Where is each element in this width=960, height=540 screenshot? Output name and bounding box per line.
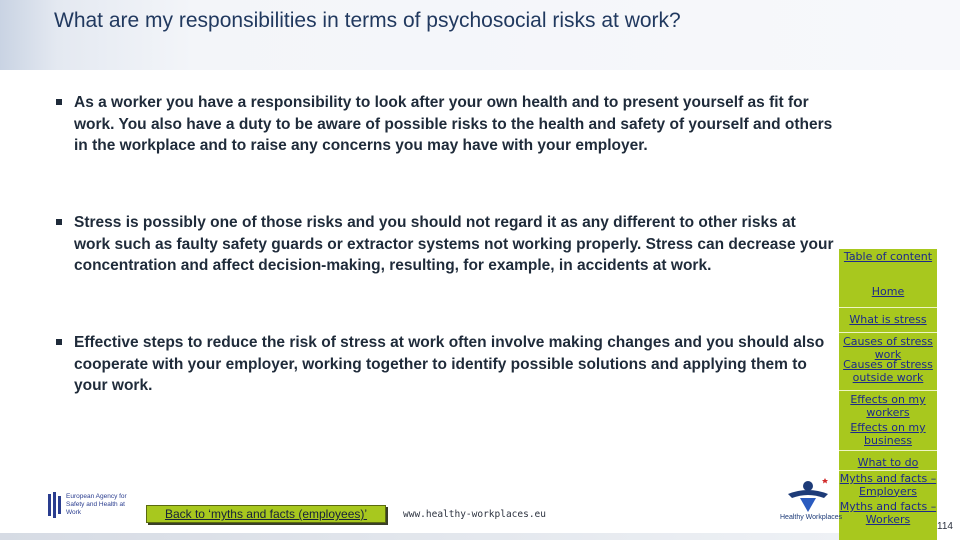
nav-divider xyxy=(839,332,937,333)
nav-home[interactable]: Home xyxy=(871,285,905,298)
nav-what-is-stress[interactable]: What is stress xyxy=(849,313,927,326)
nav-table-of-content[interactable]: Table of content xyxy=(843,250,933,263)
bullet-marker-icon xyxy=(56,99,62,105)
eu-osha-logo-icon xyxy=(48,492,64,518)
nav-divider xyxy=(839,390,937,391)
nav-divider xyxy=(839,307,937,308)
healthy-workplaces-logo xyxy=(778,472,843,526)
nav-effects-on-my-workers[interactable]: Effects on my workers xyxy=(850,393,926,419)
nav-what-to-do[interactable]: What to do xyxy=(857,456,919,469)
nav-causes-of-stress-outside-work[interactable]: Causes of stress outside work xyxy=(843,358,933,384)
slide-title: What are my responsibilities in terms of psychosocial risks at work? xyxy=(54,9,681,32)
bullet-effective-steps xyxy=(56,332,836,397)
healthy-workplaces-logo-text: Healthy Workplaces xyxy=(780,514,843,521)
footer-bar xyxy=(0,533,839,540)
bullet-text: Stress is possibly one of those risks and you should not regard it as any different to other risks at work such as faulty safety guards or extractor systems not working properly. Stress can decrease your concentration and affect decision-making, resulting, for example, in accidents at work. xyxy=(74,214,834,274)
nav-myths-and-facts-workers[interactable]: Myths and facts – Workers xyxy=(839,500,937,526)
bullet-responsibility xyxy=(56,92,836,157)
back-to-myths-and-facts-button[interactable]: Back to ‘myths and facts (employees)’ xyxy=(146,505,386,523)
navigation-sidebar xyxy=(839,249,937,540)
nav-divider xyxy=(839,450,937,451)
healthy-workplaces-logo-icon xyxy=(778,472,838,516)
nav-divider xyxy=(839,470,937,471)
bullet-marker-icon xyxy=(56,339,62,345)
bullet-text: As a worker you have a responsibility to look after your own health and to present yourself as fit for work. You also have a duty to be aware of possible risks to the health and safety of yourself and others in the workplace and to raise any concerns you may have with your employer. xyxy=(74,94,833,154)
bullet-stress-risk xyxy=(56,212,836,277)
nav-causes-of-stress-work[interactable]: Causes of stress work xyxy=(843,335,933,361)
eu-osha-logo-text: European Agency for Safety and Health at Work xyxy=(66,493,127,516)
footer-url: www.healthy-workplaces.eu xyxy=(403,509,546,520)
nav-myths-and-facts-employers[interactable]: Myths and facts – Employers xyxy=(839,472,937,498)
bullet-text: Effective steps to reduce the risk of stress at work often involve making changes and you should also cooperate with your employer, working together to identify possible solutions and applying them to your work. xyxy=(74,334,825,394)
bullet-marker-icon xyxy=(56,219,62,225)
eu-osha-logo xyxy=(48,492,138,522)
page-number: 114 xyxy=(937,521,953,532)
nav-effects-on-my-business[interactable]: Effects on my business xyxy=(850,421,926,447)
